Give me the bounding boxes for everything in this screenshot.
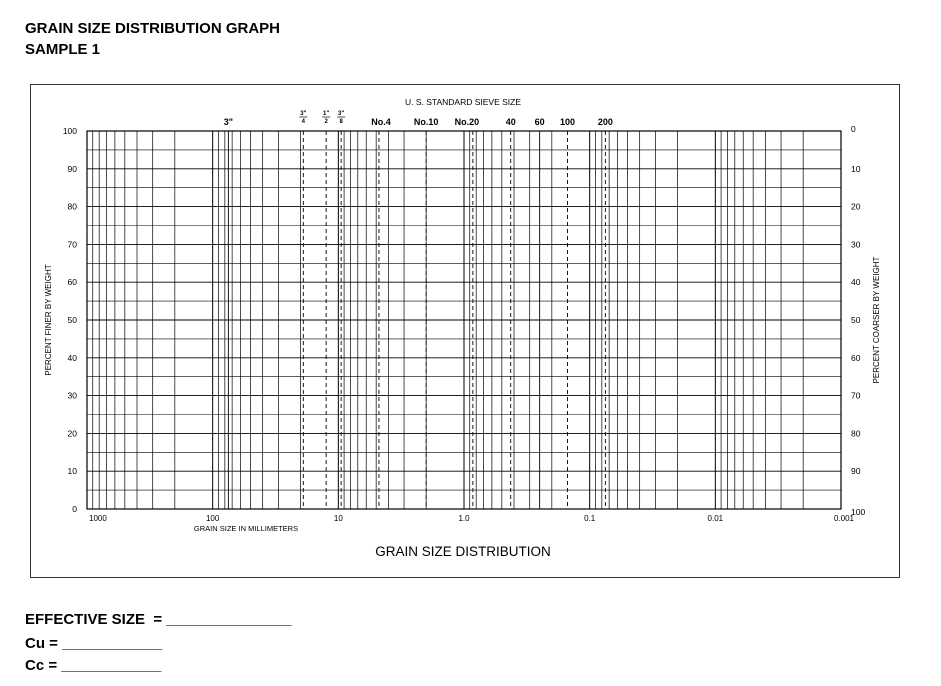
y-tick-left: 10	[67, 466, 77, 477]
y-tick-right: 100	[851, 507, 866, 517]
sieve-label: 60	[534, 117, 545, 127]
y-tick-right: 50	[851, 315, 861, 325]
grain-size-chart	[31, 85, 899, 577]
y-tick-left: 70	[67, 239, 77, 250]
chart-title: GRAIN SIZE DISTRIBUTION	[375, 544, 551, 559]
sieve-label: No.20	[454, 117, 480, 127]
sieve-label: No.10	[413, 117, 439, 127]
y-tick-left: 90	[67, 163, 77, 174]
x-tick-label: 0.01	[707, 514, 724, 523]
y-axis-label-left: PERCENT FINER BY WEIGHT	[44, 264, 53, 376]
sieve-label: 100	[560, 117, 576, 127]
x-tick-label: 10	[333, 514, 343, 523]
sieve-label: 200	[597, 117, 613, 127]
y-tick-left: 100	[62, 126, 77, 136]
x-tick-label: 0.1	[584, 514, 596, 523]
y-tick-right: 60	[851, 352, 861, 363]
chart-frame	[30, 84, 900, 578]
y-tick-left: 20	[67, 428, 77, 439]
y-tick-right: 70	[851, 390, 861, 401]
x-tick-label: 1000	[89, 514, 107, 523]
sieve-size-title: U. S. STANDARD SIEVE SIZE	[404, 97, 522, 107]
y-tick-right: 80	[851, 428, 861, 439]
cu-field[interactable]: Cu = ____________	[25, 635, 163, 652]
sieve-label-numerator: 3"	[338, 111, 345, 117]
sieve-label-numerator: 3"	[300, 111, 307, 117]
y-tick-left: 40	[67, 352, 77, 363]
y-tick-right: 0	[851, 124, 856, 134]
x-tick-label: 0.001	[833, 514, 855, 523]
x-tick-label: 1.0	[458, 514, 470, 523]
page-title: GRAIN SIZE DISTRIBUTION GRAPH	[25, 20, 281, 37]
sieve-label: 40	[505, 117, 516, 127]
x-axis-label: GRAIN SIZE IN MILLIMETERS	[193, 524, 299, 533]
y-tick-left: 80	[67, 201, 77, 212]
y-tick-right: 40	[851, 277, 861, 288]
sample-label: SAMPLE 1	[25, 41, 101, 58]
y-tick-left: 0	[72, 504, 77, 514]
cc-field[interactable]: Cc = ____________	[25, 657, 162, 674]
x-tick-label: 100	[205, 514, 220, 523]
sieve-label: No.4	[371, 117, 391, 127]
sieve-label-denominator: 2	[324, 119, 328, 125]
y-tick-left: 30	[67, 390, 77, 401]
y-tick-left: 60	[67, 277, 77, 288]
sieve-label-numerator: 1"	[323, 111, 330, 117]
sieve-label-denominator: 8	[339, 119, 343, 125]
y-tick-right: 30	[851, 239, 861, 250]
y-tick-left: 50	[67, 315, 77, 325]
y-tick-right: 20	[851, 201, 861, 212]
sieve-label-denominator: 4	[301, 119, 305, 125]
sieve-label: 3"	[223, 117, 234, 127]
y-axis-label-right: PERCENT COARSER BY WEIGHT	[872, 256, 881, 384]
y-tick-right: 90	[851, 466, 861, 477]
effective-size-field[interactable]: EFFECTIVE SIZE = _______________	[25, 611, 292, 628]
y-tick-right: 10	[851, 163, 861, 174]
